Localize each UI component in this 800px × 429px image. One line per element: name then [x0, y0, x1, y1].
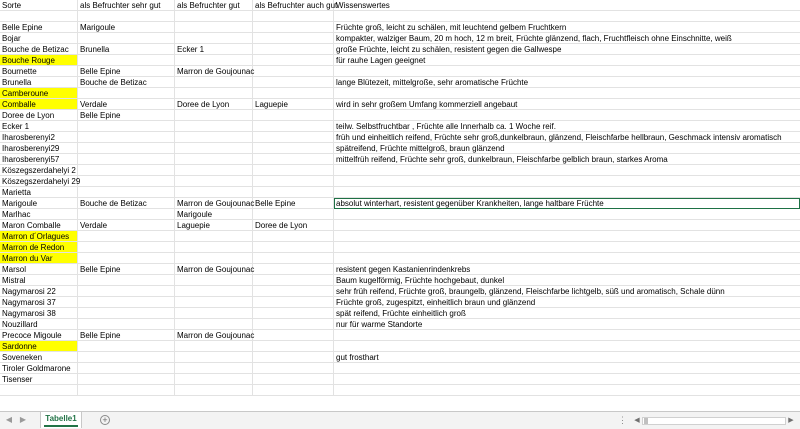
table-cell[interactable]: lange Blütezeit, mittelgroße, sehr aromatische Früchte [334, 77, 800, 88]
table-cell[interactable] [175, 385, 253, 396]
table-cell[interactable] [78, 187, 175, 198]
table-cell[interactable] [175, 176, 253, 187]
table-cell[interactable]: spätreifend, Früchte mittelgroß, braun glänzend [334, 143, 800, 154]
table-cell[interactable]: Brunella [78, 44, 175, 55]
table-cell[interactable] [78, 253, 175, 264]
table-cell[interactable]: Tiroler Goldmarone [0, 363, 78, 374]
table-row [0, 253, 800, 264]
table-cell[interactable] [334, 330, 800, 341]
table-cell[interactable] [78, 165, 175, 176]
table-cell[interactable] [334, 165, 800, 176]
table-cell[interactable] [334, 66, 800, 77]
table-cell[interactable] [253, 176, 334, 187]
table-cell[interactable]: Belle Epine [253, 198, 334, 209]
table-cell[interactable]: Belle Epine [78, 66, 175, 77]
table-cell[interactable] [334, 374, 800, 385]
table-cell[interactable] [175, 242, 253, 253]
table-cell[interactable] [253, 209, 334, 220]
table-cell[interactable] [253, 11, 334, 22]
table-cell[interactable] [253, 374, 334, 385]
table-cell[interactable]: Bouche Rouge [0, 55, 78, 66]
scroll-thumb[interactable] [644, 418, 648, 424]
table-cell[interactable]: früh und einheitlich reifend, Früchte sehr groß,dunkelbraun, glänzend, Fleischfarbe hellbraun, Geschmack intensiv aromatisch [334, 132, 800, 143]
table-row [0, 198, 800, 209]
tab-tabelle1[interactable]: Tabelle1 [40, 412, 82, 428]
header-cell-sorte[interactable]: Sorte [0, 0, 78, 11]
table-cell[interactable] [78, 231, 175, 242]
table-row [0, 99, 800, 110]
table-cell[interactable]: Baum kugelförmig, Früchte hochgebaut, dunkel [334, 275, 800, 286]
table-cell[interactable] [253, 275, 334, 286]
add-sheet-icon[interactable]: + [100, 415, 110, 425]
table-cell[interactable] [253, 363, 334, 374]
table-cell[interactable]: Köszegszerdahelyi 29 [2, 177, 81, 186]
table-row [0, 286, 800, 297]
table-cell[interactable] [175, 187, 253, 198]
table-cell[interactable]: Früchte groß, leicht zu schälen, mit leuchtend gelbem Fruchtkern [334, 22, 800, 33]
header-cell-befruchter-auch-gut[interactable]: als Befruchter auch gut [255, 1, 338, 10]
table-cell[interactable]: kompakter, walziger Baum, 20 m hoch, 12 m breit, Früchte glänzend, flach, Fruchtfleisch ohne Einschnitte, weiß [334, 33, 800, 44]
table-cell[interactable] [334, 253, 800, 264]
table-cell[interactable]: Nagymarosi 22 [0, 286, 78, 297]
table-cell[interactable]: Marlhac [0, 209, 78, 220]
table-cell[interactable]: Marron de Goujounac [177, 199, 255, 208]
table-cell[interactable]: Doree de Lyon [175, 99, 253, 110]
table-row [0, 209, 800, 220]
table-cell[interactable] [253, 77, 334, 88]
table-cell[interactable] [334, 209, 800, 220]
table-row [0, 154, 800, 165]
sheet-tab-bar [0, 411, 800, 429]
table-cell[interactable]: Nagymarosi 37 [0, 297, 78, 308]
table-cell[interactable]: Belle Epine [78, 110, 175, 121]
table-cell[interactable]: Marigoule [78, 22, 175, 33]
table-cell[interactable] [334, 341, 800, 352]
table-cell[interactable] [78, 319, 175, 330]
header-row [0, 0, 800, 11]
table-cell[interactable]: Früchte groß, zugespitzt, einheitlich braun und glänzend [334, 297, 800, 308]
table-cell[interactable] [175, 319, 253, 330]
table-cell[interactable] [78, 385, 175, 396]
table-row [0, 88, 800, 99]
table-cell[interactable]: Belle Epine [0, 22, 78, 33]
table-cell[interactable]: Marron de Redon [0, 242, 78, 253]
table-row [0, 385, 800, 396]
table-cell[interactable]: Marsol [0, 264, 78, 275]
table-cell[interactable] [253, 253, 334, 264]
table-cell[interactable] [175, 275, 253, 286]
table-cell[interactable] [253, 308, 334, 319]
table-cell[interactable] [175, 55, 253, 66]
table-cell[interactable]: Marron du Var [0, 253, 78, 264]
table-cell[interactable] [175, 132, 253, 143]
table-row [0, 66, 800, 77]
table-cell[interactable] [78, 209, 175, 220]
chevron-left-icon[interactable]: ◀ [5, 415, 13, 424]
scroll-left-icon[interactable]: ◀ [634, 417, 640, 424]
table-cell[interactable] [253, 385, 334, 396]
table-cell[interactable]: Laguepie [253, 99, 334, 110]
table-cell[interactable]: Marron de Goujounac [177, 265, 255, 274]
table-cell[interactable] [334, 363, 800, 374]
table-cell[interactable]: Laguepie [175, 220, 253, 231]
table-cell[interactable] [175, 88, 253, 99]
table-row [0, 110, 800, 121]
horizontal-scrollbar[interactable] [632, 416, 796, 426]
table-cell[interactable] [253, 143, 334, 154]
table-row [0, 231, 800, 242]
table-cell[interactable] [78, 88, 175, 99]
table-row [0, 242, 800, 253]
table-cell[interactable]: Nouzillard [0, 319, 78, 330]
table-row [0, 22, 800, 33]
table-cell[interactable] [78, 242, 175, 253]
table-cell[interactable]: Bournette [0, 66, 78, 77]
table-cell[interactable] [78, 33, 175, 44]
table-row [0, 308, 800, 319]
table-row [0, 165, 800, 176]
table-row [0, 341, 800, 352]
table-cell[interactable]: Bojar [0, 33, 78, 44]
table-cell[interactable]: Maron Comballe [0, 220, 78, 231]
table-cell[interactable] [78, 286, 175, 297]
header-cell-befruchter-sehr-gut[interactable]: als Befruchter sehr gut [78, 0, 175, 11]
table-cell[interactable]: Sardonne [0, 341, 78, 352]
table-cell[interactable] [78, 176, 175, 187]
table-cell[interactable] [253, 22, 334, 33]
table-cell[interactable]: Verdale [78, 99, 175, 110]
table-cell[interactable]: Marron de Goujounac [177, 331, 255, 340]
table-cell[interactable] [253, 352, 334, 363]
table-cell[interactable]: Bouche de Betizac [78, 198, 175, 209]
table-cell[interactable]: große Früchte, leicht zu schälen, resistent gegen die Gallwespe [334, 44, 800, 55]
table-cell[interactable] [175, 341, 253, 352]
table-cell[interactable]: Mistral [0, 275, 78, 286]
table-cell[interactable] [253, 154, 334, 165]
table-cell[interactable] [175, 154, 253, 165]
table-cell[interactable]: Iharosberenyi57 [0, 154, 78, 165]
table-cell[interactable]: Marron d´Orlagues [0, 231, 78, 242]
table-cell[interactable] [175, 297, 253, 308]
table-cell[interactable] [175, 121, 253, 132]
table-cell[interactable] [78, 352, 175, 363]
table-cell[interactable] [175, 11, 253, 22]
table-cell[interactable]: Ecker 1 [0, 121, 78, 132]
table-cell[interactable] [334, 231, 800, 242]
table-row [0, 319, 800, 330]
table-row [0, 55, 800, 66]
table-cell[interactable] [253, 187, 334, 198]
table-row [0, 187, 800, 198]
table-cell[interactable]: Precoce Migoule [0, 330, 78, 341]
table-cell[interactable] [78, 374, 175, 385]
table-cell[interactable] [334, 385, 800, 396]
table-row [0, 132, 800, 143]
table-cell[interactable]: gut frosthart [334, 352, 800, 363]
table-cell[interactable]: Tisenser [0, 374, 78, 385]
table-cell[interactable]: Soveneken [0, 352, 78, 363]
table-cell[interactable] [253, 110, 334, 121]
table-row [0, 33, 800, 44]
table-cell[interactable]: Verdale [78, 220, 175, 231]
table-cell[interactable] [175, 231, 253, 242]
table-cell[interactable] [175, 308, 253, 319]
table-cell[interactable] [175, 253, 253, 264]
table-cell[interactable]: Doree de Lyon [253, 220, 334, 231]
table-cell[interactable] [253, 121, 334, 132]
table-cell[interactable]: Brunella [0, 77, 78, 88]
table-row [0, 363, 800, 374]
table-cell[interactable]: mittelfrüh reifend, Früchte sehr groß, dunkelbraun, Fleischfarbe gelblich braun, starkes Aroma [334, 154, 800, 165]
table-cell[interactable]: Köszegszerdahelyi 2 [0, 165, 78, 176]
table-cell[interactable]: resistent gegen Kastanienrindenkrebs [334, 264, 800, 275]
table-cell[interactable]: teilw. Selbstfruchtbar , Früchte alle Innerhalb ca. 1 Woche reif. [334, 121, 800, 132]
table-cell[interactable]: wird in sehr großem Umfang kommerziell angebaut [334, 99, 800, 110]
table-cell[interactable]: Marron de Goujounac [177, 67, 255, 76]
table-cell[interactable] [334, 176, 800, 187]
table-cell[interactable] [253, 286, 334, 297]
table-cell[interactable]: Belle Epine [78, 264, 175, 275]
table-cell[interactable] [78, 363, 175, 374]
table-row [0, 176, 800, 187]
table-cell[interactable] [78, 132, 175, 143]
table-cell[interactable]: Belle Epine [78, 330, 175, 341]
more-icon[interactable]: ⋮ [618, 415, 627, 425]
table-cell[interactable]: Iharosberenyi29 [0, 143, 78, 154]
table-cell[interactable] [253, 66, 334, 77]
table-row [0, 352, 800, 363]
table-cell[interactable] [78, 308, 175, 319]
table-cell[interactable]: Marietta [0, 187, 78, 198]
table-cell[interactable]: sehr früh reifend, Früchte groß, braungelb, glänzend, Fleischfarbe lichtgelb, süß und aromatisch, Schale dünn [334, 286, 800, 297]
table-cell[interactable] [175, 110, 253, 121]
table-cell[interactable] [253, 330, 334, 341]
table-row [0, 374, 800, 385]
table-cell[interactable] [253, 165, 334, 176]
table-cell[interactable] [253, 341, 334, 352]
table-row [0, 143, 800, 154]
table-cell[interactable] [334, 11, 800, 22]
table-cell[interactable]: Marigoule [175, 209, 253, 220]
table-cell[interactable] [253, 264, 334, 275]
table-cell[interactable] [175, 33, 253, 44]
table-cell[interactable] [0, 11, 78, 22]
table-cell[interactable] [253, 33, 334, 44]
table-cell[interactable]: spät reifend, Früchte einheitlich groß [334, 308, 800, 319]
table-cell[interactable] [175, 352, 253, 363]
table-cell[interactable]: absolut winterhart, resistent gegenüber Krankheiten, lange haltbare Früchte [334, 198, 800, 209]
table-cell[interactable] [253, 44, 334, 55]
table-cell[interactable] [78, 154, 175, 165]
table-cell[interactable] [175, 77, 253, 88]
table-cell[interactable]: Ecker 1 [175, 44, 253, 55]
table-cell[interactable] [0, 385, 78, 396]
table-cell[interactable]: Bouche de Betizac [78, 77, 175, 88]
table-row [0, 44, 800, 55]
table-cell[interactable] [253, 231, 334, 242]
chevron-right-icon[interactable]: ▶ [19, 415, 27, 424]
table-cell[interactable] [334, 187, 800, 198]
table-cell[interactable] [175, 363, 253, 374]
table-cell[interactable] [78, 297, 175, 308]
table-cell[interactable] [78, 143, 175, 154]
scroll-track[interactable] [642, 417, 786, 425]
table-cell[interactable]: Doree de Lyon [0, 110, 78, 121]
table-cell[interactable] [78, 275, 175, 286]
table-cell[interactable] [334, 220, 800, 231]
table-cell[interactable] [78, 55, 175, 66]
table-cell[interactable] [175, 143, 253, 154]
table-cell[interactable]: Comballe [0, 99, 78, 110]
table-cell[interactable]: Camberoune [0, 88, 78, 99]
table-cell[interactable]: Marigoule [0, 198, 78, 209]
table-cell[interactable] [253, 297, 334, 308]
table-cell[interactable]: Nagymarosi 38 [0, 308, 78, 319]
table-row [0, 330, 800, 341]
table-row [0, 77, 800, 88]
table-row [0, 220, 800, 231]
table-cell[interactable] [175, 22, 253, 33]
table-row [0, 121, 800, 132]
table-cell[interactable] [253, 88, 334, 99]
table-cell[interactable] [175, 165, 253, 176]
header-cell-wissenswertes[interactable]: Wissenswertes [334, 0, 800, 11]
table-row [0, 275, 800, 286]
active-tab-indicator [44, 425, 78, 427]
table-cell[interactable] [253, 319, 334, 330]
table-cell[interactable] [334, 110, 800, 121]
table-cell[interactable] [334, 242, 800, 253]
table-cell[interactable] [334, 88, 800, 99]
table-cell[interactable] [253, 55, 334, 66]
table-row [0, 11, 800, 22]
table-cell[interactable] [175, 374, 253, 385]
table-row [0, 264, 800, 275]
scroll-right-icon[interactable]: ▶ [788, 417, 794, 424]
header-cell-befruchter-gut[interactable]: als Befruchter gut [175, 0, 253, 11]
table-cell[interactable] [175, 286, 253, 297]
table-cell[interactable]: Bouche de Betizac [0, 44, 78, 55]
table-cell[interactable] [78, 121, 175, 132]
table-row [0, 297, 800, 308]
table-cell[interactable] [253, 132, 334, 143]
table-cell[interactable]: für rauhe Lagen geeignet [334, 55, 800, 66]
table-cell[interactable] [253, 242, 334, 253]
table-cell[interactable]: nur für warme Standorte [334, 319, 800, 330]
table-cell[interactable] [78, 11, 175, 22]
table-cell[interactable]: Iharosberenyi2 [0, 132, 78, 143]
table-cell[interactable] [78, 341, 175, 352]
